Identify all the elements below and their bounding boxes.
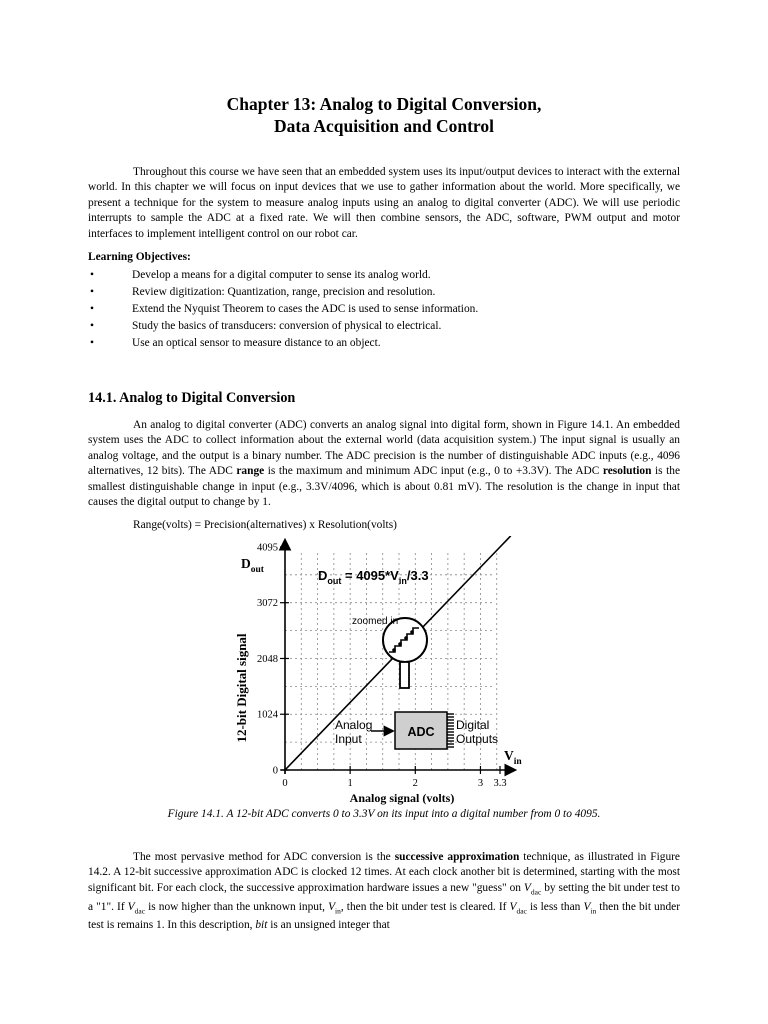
list-item: • Use an optical sensor to measure distance to an object.	[88, 335, 478, 352]
adc-definition-paragraph: An analog to digital converter (ADC) converts an analog signal into digital form, shown in Figure 14.1. An embedded system uses the ADC to collect information about the external world (data acquisition system.) The input signal is usually an analog voltage, and the output is a binary number. The ADC precision is the number of distinguishable ADC inputs (e.g., 4096 alternatives, 12 bits). The ADC range is the maximum and minimum ADC input (e.g., 0 to +3.3V). The ADC resolution is the smallest distinguishable change in input (e.g., 3.3V/4096, which is about 0.81 mV). The resolution is the change in input that causes the digital output to change by 1.	[88, 419, 680, 509]
bullet-icon: •	[90, 303, 94, 315]
digital-outputs-label-2: Outputs	[456, 732, 499, 746]
x-tick-label: 2	[412, 778, 418, 789]
bullet-icon: •	[90, 320, 94, 332]
list-item: • Extend the Nyquist Theorem to cases the ADC is used to sense information.	[88, 301, 478, 318]
y-tick-label: 2048	[257, 653, 278, 665]
bullet-icon: •	[90, 286, 94, 298]
bullet-icon: •	[90, 337, 94, 349]
vin-label: $V_{in}$	[504, 748, 522, 767]
y-tick-label: 1024	[257, 709, 278, 721]
intro-paragraph: Throughout this course we have seen that an embedded system uses its input/output devices to interact with the external world. In this chapter we will focus on input devices that we use to gather information about the world. More specifically, we present a technique for the system to measure analog inputs using an analog to digital converter (ADC). We will use periodic interrupts to sample the ADC at a fixed rate. We will then combine sensors, the ADC, software, PWM output and motor interfaces to implement intelligent control on our robot car.	[88, 166, 680, 240]
list-item: • Review digitization: Quantization, range, precision and resolution.	[88, 284, 478, 301]
analog-input-label-2: Input	[335, 732, 362, 746]
bullet-icon: •	[90, 269, 94, 281]
transfer-equation: $D_{out} = 4095*V_{in}/3.3$	[318, 568, 429, 586]
y-tick-label: 0	[272, 765, 278, 777]
y-axis-label: 12-bit Digital signal	[234, 633, 249, 743]
adc-label: ADC	[407, 725, 435, 739]
y-tick-label: 4095	[257, 542, 278, 554]
section-heading: 14.1. Analog to Digital Conversion	[88, 390, 296, 406]
zoom-magnifier-icon	[383, 618, 427, 688]
learning-objectives-heading: Learning Objectives:	[88, 251, 191, 263]
dout-label: $D_{out}$	[241, 556, 264, 575]
successive-approximation-paragraph: The most pervasive method for ADC conversion is the successive approximation technique, as illustrated in Figure 14.2. A 12-bit successive approximation ADC is clocked 12 times. At each clock another bit is determined, starting with the most significant bit. For each clock, the successive approximation hardware issues a new "guess" on $V_{dac}$ by setting the bit under test to a "1". If $V_{dac}$ is now higher than the unknown input, $V_{in}$, then the bit under test is cleared. If $V_{dac}$ is less than $V_{in}$ then the bit under test is remains 1. In this description, bit is an unsigned integer that	[88, 851, 680, 932]
digital-outputs-label: Digital	[456, 718, 490, 732]
list-item: • Study the basics of transducers: conversion of physical to electrical.	[88, 318, 478, 335]
chapter-title-line1: Chapter 13: Analog to Digital Conversion,	[226, 94, 542, 114]
x-tick-label: 3.3	[493, 778, 507, 789]
learning-objectives-list	[88, 267, 478, 352]
y-tick-label: 3072	[257, 598, 278, 610]
zoom-label: zoomed in	[352, 616, 399, 627]
list-item: • Develop a means for a digital computer to sense its analog world.	[88, 267, 478, 284]
x-tick-label: 0	[282, 778, 288, 789]
x-tick-label: 1	[347, 778, 353, 789]
x-axis-label: Analog signal (volts)	[349, 791, 455, 805]
range-formula: Range(volts) = Precision(alternatives) x Resolution(volts)	[133, 519, 397, 531]
adc-transfer-figure	[228, 536, 538, 808]
x-tick-label: 3	[477, 778, 484, 789]
analog-input-label: Analog	[335, 718, 373, 732]
chapter-title-line2: Data Acquisition and Control	[274, 116, 494, 136]
figure-caption: Figure 14.1. A 12-bit ADC converts 0 to 3.3V on its input into a digital number from 0 to 4095.	[167, 808, 601, 820]
